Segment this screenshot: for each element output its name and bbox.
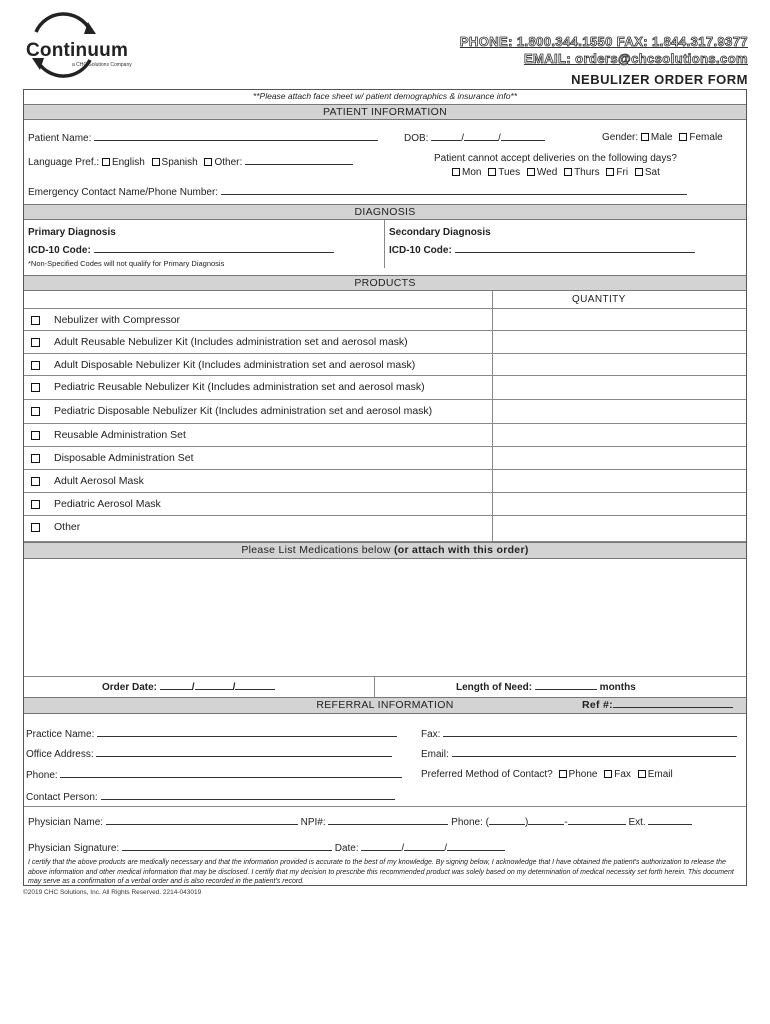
emergency-contact-label: Emergency Contact Name/Phone Number:: [28, 187, 219, 198]
primary-icd-field[interactable]: [94, 244, 334, 253]
product-label: Pediatric Disposable Nebulizer Kit (Includes administration set and aerosol mask): [54, 405, 433, 417]
physician-signature-field[interactable]: [122, 842, 332, 851]
length-of-need-unit: months: [599, 682, 636, 693]
product-checkbox[interactable]: [31, 316, 40, 325]
length-of-need-label: Length of Need:: [456, 682, 533, 693]
physician-phone-area-field[interactable]: [489, 816, 525, 825]
product-quantity-field[interactable]: [493, 470, 746, 492]
language-english-label: English: [111, 157, 145, 168]
delivery-days-row: [452, 167, 660, 178]
order-date-month-field[interactable]: [160, 681, 192, 690]
office-address-row: [26, 748, 392, 760]
product-row: [24, 331, 746, 354]
face-sheet-notice: **Please attach face sheet w/ patient demographics & insurance info**: [252, 91, 518, 101]
products-header-row: [24, 291, 746, 309]
product-row: [24, 493, 746, 516]
contact-person-label: Contact Person:: [26, 792, 98, 803]
certification-text: I certify that the above products are medically necessary and that the information provided is accurate to the best of my knowledge. By signing below, I acknowledge that I have obtained the patient's authorization to release the above information and other medical information that may be disclosed. I certify that my decision to prescribe this recommended product was solely based on my determination of medical necessity set forth herein. This document may serve as a confirmation of a verbal order and is also recorded in the patient's record.: [28, 859, 734, 885]
diagnosis-divider: [384, 220, 385, 268]
referral-title: REFERRAL INFORMATION: [316, 699, 454, 711]
product-checkbox[interactable]: [31, 361, 40, 370]
email-field[interactable]: [452, 748, 736, 757]
language-row: [28, 156, 353, 168]
length-of-need-field[interactable]: [535, 681, 597, 690]
primary-icd-row: [28, 244, 334, 256]
fax-row: [421, 728, 737, 740]
language-other-field[interactable]: [245, 156, 353, 165]
language-spanish-checkbox[interactable]: [152, 158, 160, 166]
referral-phone-label: Phone:: [26, 770, 58, 781]
ref-number-row: [582, 698, 733, 713]
product-quantity-field[interactable]: [493, 400, 746, 423]
copyright: ©2019 CHC Solutions, Inc. All Rights Reserved. 2214-043019: [23, 889, 202, 896]
contact-phone-checkbox[interactable]: [559, 770, 567, 778]
product-label: Other: [54, 521, 81, 533]
product-row: [24, 447, 746, 470]
form-title: NEBULIZER ORDER FORM: [571, 72, 748, 87]
emergency-contact-row: [28, 186, 687, 198]
gender-female-checkbox[interactable]: [679, 133, 687, 141]
product-checkbox[interactable]: [31, 338, 40, 347]
phone-fax-line: PHONE: 1.800.344.1550 FAX: 1.844.317.9377: [459, 34, 748, 49]
referral-divider: [24, 806, 746, 807]
emergency-contact-field[interactable]: [221, 186, 687, 195]
contact-person-field[interactable]: [101, 791, 395, 800]
gender-male-label: Male: [650, 132, 673, 143]
patient-section-header: PATIENT INFORMATION: [24, 104, 746, 120]
product-label: Pediatric Reusable Nebulizer Kit (Includes administration set and aerosol mask): [54, 381, 425, 393]
medications-text-area[interactable]: [24, 559, 746, 677]
primary-icd-label: ICD-10 Code:: [28, 245, 91, 256]
office-address-field[interactable]: [96, 748, 392, 757]
day-sat-checkbox[interactable]: [635, 168, 643, 176]
product-quantity-field[interactable]: [493, 354, 746, 375]
language-label: Language Pref.:: [28, 157, 100, 168]
product-quantity-field[interactable]: [493, 331, 746, 353]
product-row: [24, 424, 746, 447]
product-checkbox[interactable]: [31, 431, 40, 440]
dob-row: DOB: / /: [404, 132, 545, 144]
order-row-divider: [374, 677, 375, 697]
day-wed-label: Wed: [536, 167, 558, 178]
contact-fax-checkbox[interactable]: [604, 770, 612, 778]
product-label: Adult Aerosol Mask: [54, 475, 144, 487]
language-english-checkbox[interactable]: [102, 158, 110, 166]
product-row: [24, 470, 746, 493]
product-label: Adult Disposable Nebulizer Kit (Includes administration set and aerosol mask): [54, 359, 416, 371]
signature-date-label: Date:: [334, 843, 359, 854]
npi-label: NPI#:: [300, 817, 326, 828]
day-tues-label: Tues: [498, 167, 521, 178]
medications-title: Please List Medications below: [241, 544, 391, 556]
physician-name-row: Physician Name: NPI#: Phone: ( ) - Ext.: [28, 816, 692, 828]
physician-phone-prefix-field[interactable]: [528, 816, 564, 825]
order-date-label: Order Date:: [102, 682, 158, 693]
physician-name-field[interactable]: [106, 816, 298, 825]
physician-signature-label: Physician Signature:: [28, 843, 120, 854]
contact-method-label: Preferred Method of Contact?: [421, 769, 553, 780]
language-other-label: Other:: [214, 157, 243, 168]
ext-field[interactable]: [648, 816, 692, 825]
primary-diagnosis-note: *Non-Specified Codes will not qualify for Primary Diagnosis: [28, 259, 225, 268]
product-quantity-field[interactable]: [493, 309, 746, 330]
email-line: EMAIL: orders@chcsolutions.com: [523, 51, 748, 66]
practice-name-field[interactable]: [97, 728, 397, 737]
ref-number-field[interactable]: [613, 699, 733, 708]
products-section-header: PRODUCTS: [24, 275, 746, 291]
order-form: [23, 89, 747, 886]
day-sat-label: Sat: [644, 167, 660, 178]
referral-section-header: [24, 697, 746, 714]
contact-method-row: [421, 769, 673, 780]
gender-male-checkbox[interactable]: [641, 133, 649, 141]
product-quantity-field[interactable]: [493, 493, 746, 515]
order-date-row: Order Date: / /: [102, 681, 275, 693]
order-date-year-field[interactable]: [235, 681, 275, 690]
signature-date-year-field[interactable]: [447, 842, 505, 851]
email-label: Email:: [421, 749, 449, 760]
dob-label: DOB:: [404, 133, 429, 144]
day-mon-label: Mon: [462, 167, 482, 178]
product-label: Reusable Administration Set: [54, 429, 186, 441]
logo-name: Continuum: [26, 40, 129, 61]
secondary-icd-label: ICD-10 Code:: [389, 245, 452, 256]
dob-year-field[interactable]: [501, 132, 545, 141]
physician-signature-row: Physician Signature: Date: / /: [28, 842, 505, 854]
language-spanish-label: Spanish: [161, 157, 198, 168]
day-mon-checkbox[interactable]: [452, 168, 460, 176]
contact-phone-label: Phone: [568, 769, 598, 780]
patient-name-row: [28, 132, 378, 144]
signature-date-day-field[interactable]: [404, 842, 444, 851]
fax-field[interactable]: [443, 728, 737, 737]
product-label: Pediatric Aerosol Mask: [54, 498, 161, 510]
patient-name-field[interactable]: [94, 132, 378, 141]
product-checkbox[interactable]: [31, 477, 40, 486]
fax-label: Fax:: [421, 729, 441, 740]
product-label: Nebulizer with Compressor: [54, 314, 181, 326]
product-checkbox[interactable]: [31, 523, 40, 532]
product-checkbox[interactable]: [31, 454, 40, 463]
practice-name-label: Practice Name:: [26, 729, 95, 740]
day-thurs-label: Thurs: [574, 167, 600, 178]
length-of-need-row: [456, 681, 636, 693]
product-row: [24, 354, 746, 376]
product-quantity-field[interactable]: [493, 516, 746, 541]
patient-name-label: Patient Name:: [28, 133, 92, 144]
physician-phone-line-field[interactable]: [568, 816, 626, 825]
delivery-note: Patient cannot accept deliveries on the following days?: [434, 153, 677, 164]
gender-row: [602, 132, 723, 143]
product-label: Disposable Administration Set: [54, 452, 194, 464]
product-row: [24, 309, 746, 331]
logo-tagline: a CHC Solutions Company: [72, 62, 132, 68]
day-tues-checkbox[interactable]: [488, 168, 496, 176]
signature-date-month-field[interactable]: [361, 842, 401, 851]
product-label: Adult Reusable Nebulizer Kit (Includes administration set and aerosol mask): [54, 336, 408, 348]
product-quantity-field[interactable]: [493, 376, 746, 399]
language-other-checkbox[interactable]: [204, 158, 212, 166]
product-quantity-field[interactable]: [493, 424, 746, 446]
product-row: [24, 400, 746, 424]
product-checkbox[interactable]: [31, 407, 40, 416]
product-quantity-field[interactable]: [493, 447, 746, 469]
order-date-day-field[interactable]: [195, 681, 233, 690]
secondary-diagnosis-title: Secondary Diagnosis: [389, 227, 491, 238]
product-row: [24, 376, 746, 400]
day-wed-checkbox[interactable]: [527, 168, 535, 176]
referral-phone-field[interactable]: [60, 769, 402, 778]
physician-phone-label: Phone: (: [451, 817, 489, 828]
day-fri-checkbox[interactable]: [606, 168, 614, 176]
product-checkbox[interactable]: [31, 383, 40, 392]
contact-email-label: Email: [647, 769, 673, 780]
contact-person-row: [26, 791, 395, 803]
day-fri-label: Fri: [616, 167, 629, 178]
medications-title-bold: (or attach with this order): [393, 544, 529, 556]
gender-label: Gender:: [602, 132, 639, 143]
office-address-label: Office Address:: [26, 749, 94, 760]
primary-diagnosis-title: Primary Diagnosis: [28, 227, 116, 238]
contact-fax-label: Fax: [614, 769, 631, 780]
ext-label: Ext.: [628, 817, 646, 828]
diagnosis-section-header: DIAGNOSIS: [24, 204, 746, 220]
email-row: [421, 748, 736, 760]
dob-month-field[interactable]: [431, 132, 461, 141]
product-checkbox[interactable]: [31, 500, 40, 509]
company-logo: [22, 10, 142, 80]
npi-field[interactable]: [328, 816, 448, 825]
secondary-icd-field[interactable]: [455, 244, 695, 253]
contact-email-checkbox[interactable]: [638, 770, 646, 778]
ref-number-label: Ref #:: [582, 699, 613, 711]
practice-name-row: [26, 728, 397, 740]
physician-name-label: Physician Name:: [28, 817, 104, 828]
secondary-icd-row: [389, 244, 695, 256]
quantity-header: QUANTITY: [572, 294, 626, 305]
product-row: [24, 516, 746, 542]
day-thurs-checkbox[interactable]: [564, 168, 572, 176]
dob-day-field[interactable]: [464, 132, 498, 141]
medications-header: [24, 542, 746, 559]
referral-phone-row: [26, 769, 402, 781]
gender-female-label: Female: [689, 132, 723, 143]
